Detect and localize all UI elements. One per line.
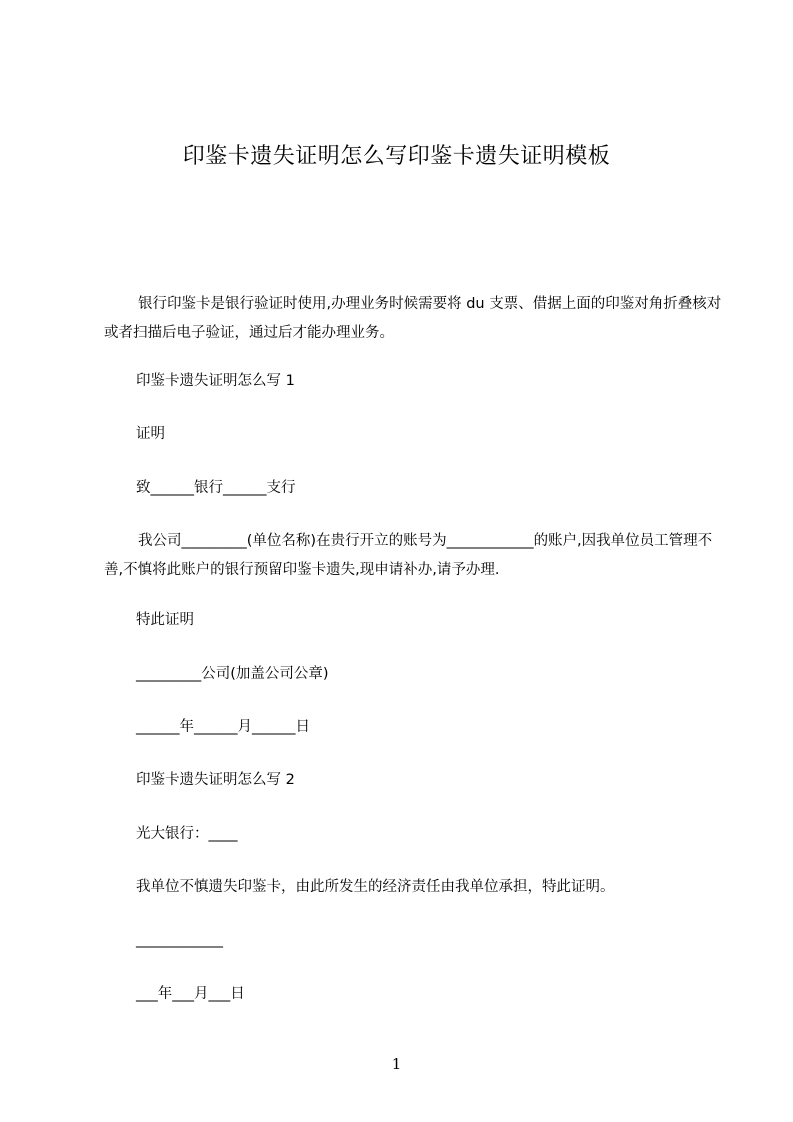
document-title: 印鉴卡遗失证明怎么写印鉴卡遗失证明模板: [182, 144, 611, 169]
body-paragraph-2: 我单位不慎遗失印鉴卡，由此所发生的经济责任由我单位承担，特此证明。: [136, 879, 615, 895]
date-line-1: ______年______月______日: [136, 719, 310, 735]
bank-line: 光大银行：____: [136, 826, 238, 842]
signature-line: ____________: [136, 932, 223, 948]
addressee-line: 致______银行______支行: [136, 480, 296, 496]
hereby-certify-text: 特此证明: [136, 612, 194, 628]
certificate-label: 证明: [136, 426, 165, 442]
company-seal-line: _________公司(加盖公司公章): [136, 666, 329, 682]
page-number: 1: [391, 1055, 402, 1073]
section1-heading: 印鉴卡遗失证明怎么写 1: [136, 373, 295, 389]
date-line-2: ___年___月___日: [136, 986, 245, 1002]
body-paragraph-1: 我公司_________(单位名称)在贵行开立的账号为____________的账户,因我单位员工管理不善,不慎将此账户的银行预留印鉴卡遗失,现申请补办,请予办理.: [104, 533, 713, 578]
section2-heading: 印鉴卡遗失证明怎么写 2: [136, 772, 295, 788]
intro-paragraph: 银行印鉴卡是银行验证时使用,办理业务时候需要将 du 支票、借据上面的印鉴对角折叠核对或者扫描后电子验证，通过后才能办理业务。: [104, 296, 722, 341]
